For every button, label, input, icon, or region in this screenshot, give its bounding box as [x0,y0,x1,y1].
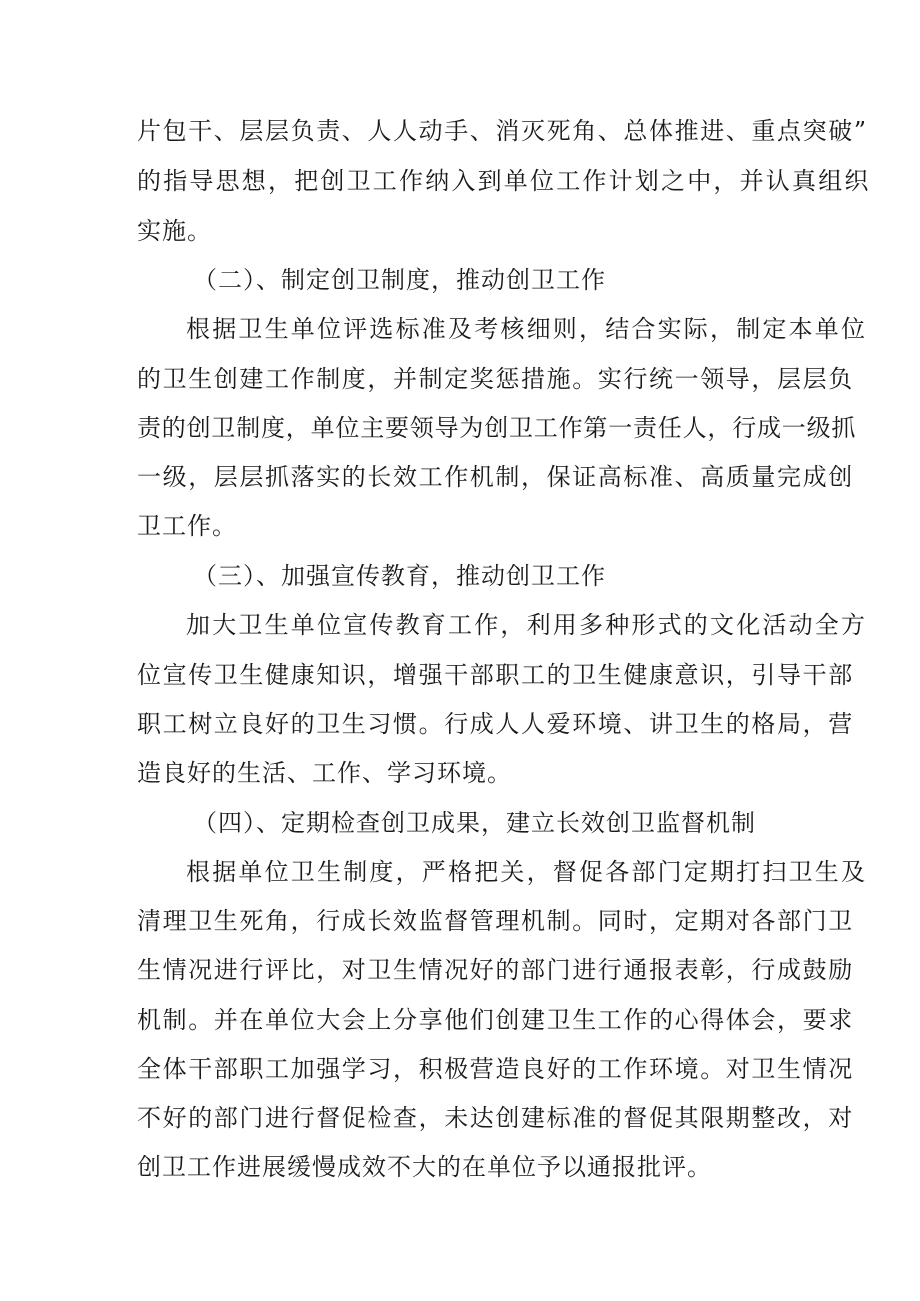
text-line: 机制。并在单位大会上分享他们创建卫生工作的心得体会，要求 [137,1006,854,1034]
text-line: 根据卫生单位评选标准及考核细则，结合实际，制定本单位 [186,315,868,343]
text-line: 卫工作。 [137,512,237,540]
text-line: 位宣传卫生健康知识，增强干部职工的卫生健康意识，引导干部 [137,661,854,689]
text-line: 加大卫生单位宣传教育工作，利用多种形式的文化活动全方 [186,611,868,639]
text-line: 的指导思想，把创卫工作纳入到单位工作计划之中，并认真组织 [137,167,871,195]
section-heading: （四）、定期检查创卫成果，建立长效创卫监督机制 [193,809,756,837]
text-line: 全体干部职工加强学习，积极营造良好的工作环境。对卫生情况 [137,1055,854,1083]
text-line: 的卫生创建工作制度，并制定奖惩措施。实行统一领导，层层负 [137,365,854,393]
text-line: 生情况进行评比，对卫生情况好的部门进行通报表彰，行成鼓励 [137,956,854,984]
text-line: 实施。 [137,217,212,245]
text-line: 造良好的生活、工作、学习环境。 [137,759,512,787]
text-line: 创卫工作进展缓慢成效不大的在单位予以通报批评。 [137,1153,712,1181]
section-heading: （二）、制定创卫制度，推动创卫工作 [193,266,606,294]
text-line: 片包干、层层负责、人人动手、消灭死角、总体推进、重点突破” [137,117,868,145]
text-line: 不好的部门进行督促检查，未达创建标准的督促其限期整改，对 [137,1104,854,1132]
text-line: 责的创卫制度，单位主要领导为创卫工作第一责任人，行成一级抓 [137,414,857,442]
text-line: 一级，层层抓落实的长效工作机制，保证高标准、高质量完成创 [137,463,854,491]
section-heading: （三）、加强宣传教育，推动创卫工作 [193,562,606,590]
text-line: 清理卫生死角，行成长效监督管理机制。同时，定期对各部门卫 [137,907,854,935]
text-line: 职工树立良好的卫生习惯。行成人人爱环境、讲卫生的格局，营 [137,710,854,738]
text-line: 根据单位卫生制度，严格把关，督促各部门定期打扫卫生及 [186,858,868,886]
